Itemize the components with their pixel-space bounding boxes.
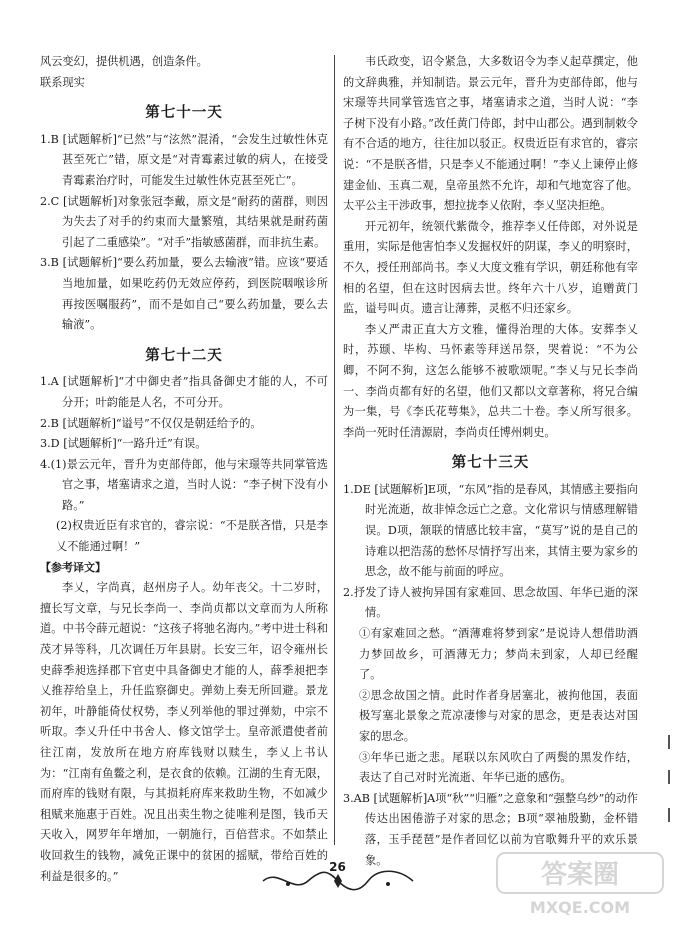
answer-item: (2)权贵近臣有求官的，睿宗说：“不是朕吝惜，只是李乂不能通过啊！” (56, 519, 328, 554)
answer-item: ③年华已逝之悲。尾联以东风吹白了两鬓的黑发作结，表达了自己对时光流逝、年华已逝的感伤。 (359, 750, 638, 785)
edge-mark (668, 808, 670, 822)
translation-paragraph: 开元初年，统领代紫微令，推荐李乂任侍郎，对外说是重用，实际是他害怕李乂发掘权奸的阴谋，李乂的明察时，不久，授任刑部尚书。李乂大度文雅有学识，朝廷称他有宰相的名望，但在这时因病去世。终年六十八岁，追赠黄门监，谥号叫贞。遗言让薄葬，灵柩不归还家乡。 (343, 219, 638, 316)
day-72-heading: 第七十二天 (145, 347, 223, 364)
intro-line: 联系现实 (40, 75, 85, 89)
footer-ornament-icon (258, 866, 418, 896)
answer-item: 1.A [试题解析]“才中御史者”指具备御史才能的人，不可分开；叶韵能是人名，不可分开。 (40, 375, 328, 409)
translation-paragraph: 韦氏政变，诏令紧急，大多数诏令为李乂起草撰定，他的文辞典雅，并知制诰。景云元年，晋升为吏部侍郎，他与宋璟等共同掌管选官之事，堵塞请求之道，当时人说：“李子树下没有小路。”改任黄门侍郎，封中山郡公。遇到制敕令有不合适的地方，往往加以驳正。权贵近臣有求官的，睿宗说：“不是朕吝惜，只是李乂不能通过啊！”李乂上谏停止修建金仙、玉真二观，皇帝虽然不允许，却和气地宽容了他。太平公主干涉政事，想拉拢李乂依附，李乂坚决拒绝。 (343, 55, 638, 213)
day-73-heading: 第七十三天 (451, 455, 530, 472)
left-column (40, 52, 328, 887)
edge-mark (668, 770, 670, 784)
answer-item: 1.B [试题解析]“已然”与“泫然”混淆，“会发生过敏性休克甚至死亡”错，原文是“对青霉素过敏的病人，在接受青霉素治疗时，可能发生过敏性休克甚至死亡”。 (40, 132, 328, 187)
svg-text:答案圈: 答案圈 (540, 860, 620, 890)
answer-item: 2.B [试题解析]“谥号”不仅仅是朝廷给予的。 (40, 416, 262, 430)
column-divider (334, 55, 335, 845)
edge-mark (668, 735, 670, 749)
day-71-heading: 第七十一天 (145, 105, 223, 122)
right-column (343, 52, 638, 871)
answer-item: 3.D [试题解析]“一路升迁”有误。 (40, 437, 207, 451)
intro-line: 风云变幻，提供机遇，创造条件。 (40, 55, 208, 68)
page-number: 26 (329, 860, 346, 874)
answer-item: 2.抒发了诗人被拘异国有家难回、思念故国、年华已逝的深情。 (343, 585, 638, 620)
translation-paragraph: 李乂，字尚真，赵州房子人。幼年丧父。十二岁时，擅长写文章，与兄长李尚一、李尚贞都以文章而为人所称道。中书令薛元超说：“这孩子将驰名海内。”考中进士科和茂才异等科，几次调任万年县尉。长安三年，诏令雍州长史薛季昶选择郡下官吏中具备御史才能的人，薛季昶把李乂推荐给皇上，升任监察御史。弹劾上奏无所回避。景龙初年，叶静能倚仗权势，李乂列举他的罪过弹劾，中宗不听取。李乂升任中书舍人、修文馆学士。皇帝派遣使者前往江南，发放所在地方府库钱财以赎生，李乂上书认为：“江南有鱼鳖之利，是衣食的依赖。江湖的生育无限，而府库的钱财有限，与其损耗府库来救助生物，不如减少租赋来施惠于百姓。况且出卖生物之徒唯利是图，钱币天天收入，网罗年年增加，一朝施行，百倍营求。不如禁止收回救生的钱物，减免正课中的贫困的摇赋，带给百姓的利益是很多的。” (40, 581, 328, 883)
answer-item: 3.AB [试题解析]A项“秋”“归雁”之意象和“强整乌纱”的动作传达出困倦游子对家的思念；B项“翠袖殷勤，金杯错落，玉手琵琶”是作者回忆以前为官歌舞升平的欢乐景象。 (343, 791, 638, 867)
answer-item: 2.C [试题解析]对象张冠李戴，原文是“耐药的菌群，则因为失去了对手的约束而大量繁殖，其结果就是耐药菌引起了二重感染”。“对手”指敏感菌群，而非抗生素。 (40, 194, 328, 249)
answer-item: 1.DE [试题解析]E项，“东风”指的是春风，其情感主要指向时光流逝，故非悼念远亡之意。文化常识与情感理解错误。D项，颔联的情感比较丰富，“莫写”说的是自己的诗难以把浩荡的愁怀尽情抒写出来，其情主要为家乡的思念，故不能与前面的呼应。 (343, 482, 638, 579)
translation-paragraph: 李乂严肃正直大方文雅，懂得治理的大体。安葬李乂时，苏颋、毕构、马怀素等拜送吊祭，哭着说：“不为公卿，不阿不狗，这怎么能够不被歌颂呢。”李乂与兄长李尚一、李尚贞都有好的名望，他们又都以文章著称，将兄合编为一集，号《李氏花萼集》，总共二十卷。李乂所写很多。李尚一死时任清源尉，李尚贞任博州刺史。 (343, 322, 638, 439)
answer-item: 3.B [试题解析]“要么药加量，要么去输液”错。应该“要适当地加量，如果吃药仍无效应停药，到医院咽喉诊所再按医嘱服药”，而不是如自己“要么药加量，要么去输液”。 (40, 256, 328, 332)
answer-item: 4.(1)景云元年，晋升为吏部侍郎，他与宋璟等共同掌管选官之事，堵塞请求之道，当时人说：“李子树下没有小路。” (40, 457, 328, 512)
answer-item: ②思念故国之情。此时作者身居塞北，被拘他国，表面极写塞北景象之荒凉凄惨与对家的思念，更是表达对国家的思念。 (359, 688, 638, 743)
answer-item: ①有家难回之愁。“酒薄难将梦到家”是说诗人想借助酒力梦回故乡，可酒薄无力；梦尚未到家，人却已经醒了。 (359, 627, 638, 682)
reference-translation-label: 【参考译文】 (40, 560, 106, 574)
watermark-logo (495, 849, 665, 919)
svg-text:MXQE.COM: MXQE.COM (529, 898, 631, 917)
